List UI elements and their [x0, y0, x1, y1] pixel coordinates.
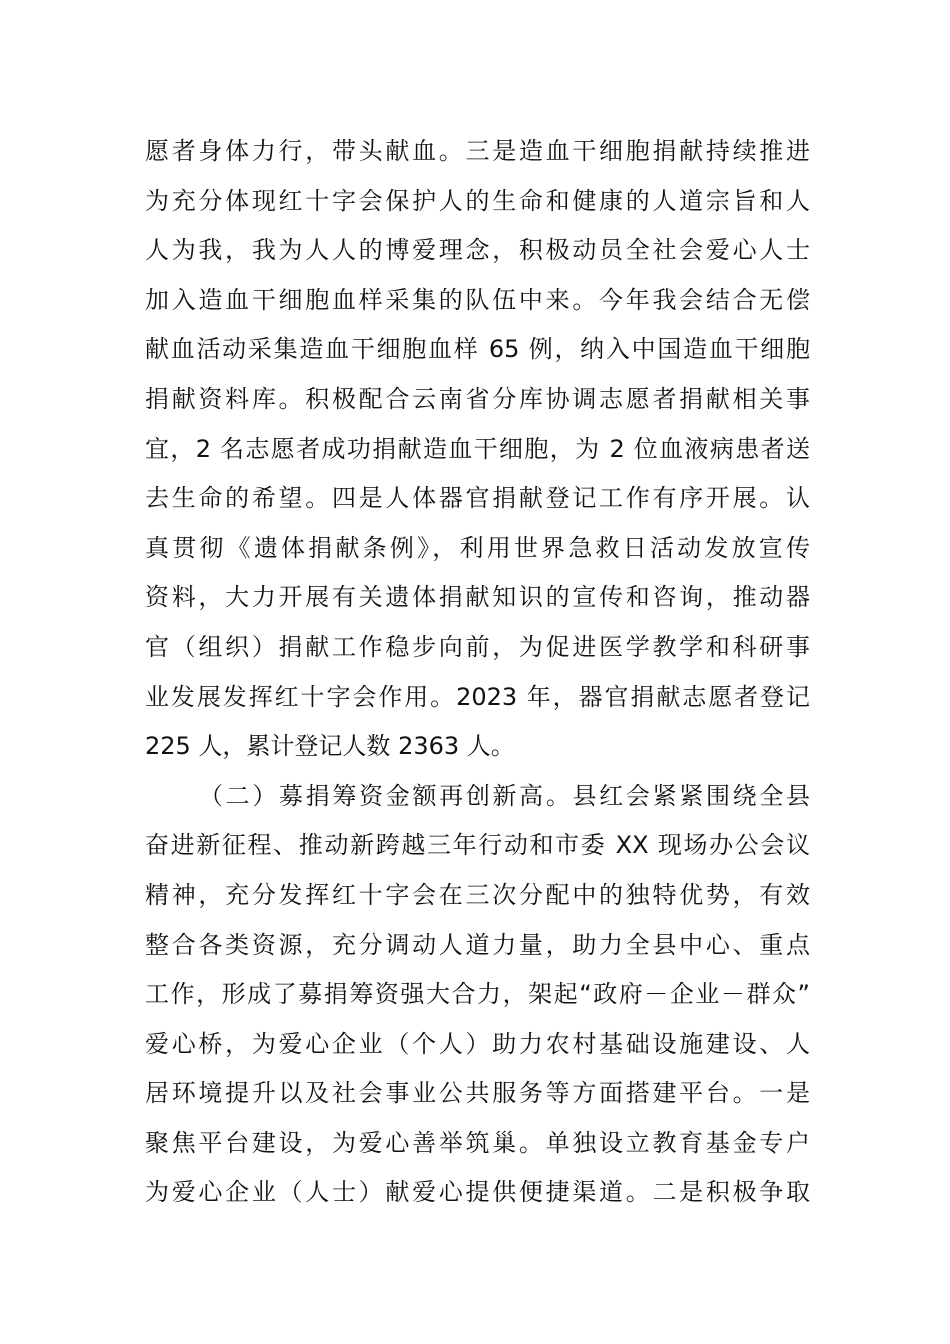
text-line: 人为我，我为人人的博爱理念，积极动员全社会爱心人士: [145, 236, 810, 265]
text-line: 225 人，累计登记人数 2363 人。: [145, 732, 515, 761]
text-line: 精神，充分发挥红十字会在三次分配中的独特优势，有效: [145, 880, 810, 909]
text-line: 愿者身体力行，带头献血。三是造血干细胞捐献持续推进: [145, 137, 810, 165]
text-line: （二）募捐筹资金额再创新高。县红会紧紧围绕全县: [199, 781, 810, 810]
text-line: 居环境提升以及社会事业公共服务等方面搭建平台。一是: [145, 1079, 810, 1108]
text-line: 奋进新征程、推动新跨越三年行动和市委 XX 现场办公会议: [145, 831, 810, 860]
text-line: 加入造血干细胞血样采集的队伍中来。今年我会结合无偿: [145, 285, 810, 314]
text-line: 为充分体现红十字会保护人的生命和健康的人道宗旨和人: [145, 186, 810, 215]
text-line: 爱心桥，为爱心企业（个人）助力农村基础设施建设、人: [145, 1029, 810, 1058]
text-line: 聚焦平台建设，为爱心善举筑巢。单独设立教育基金专户: [145, 1128, 810, 1157]
text-line: 资料，大力开展有关遗体捐献知识的宣传和咨询，推动器: [145, 583, 810, 612]
body-text: [145, 127, 810, 1218]
text-line: 业发展发挥红十字会作用。2023 年，器官捐献志愿者登记: [145, 682, 810, 711]
text-line: 为爱心企业（人士）献爱心提供便捷渠道。二是积极争取: [145, 1178, 810, 1207]
text-line: 去生命的希望。四是人体器官捐献登记工作有序开展。认: [145, 484, 810, 513]
text-line: 献血活动采集造血干细胞血样 65 例，纳入中国造血干细胞: [145, 335, 810, 364]
text-line: 官（组织）捐献工作稳步向前，为促进医学教学和科研事: [145, 632, 810, 661]
text-line: 整合各类资源，充分调动人道力量，助力全县中心、重点: [145, 930, 810, 959]
text-line: 捐献资料库。积极配合云南省分库协调志愿者捐献相关事: [145, 384, 810, 413]
text-line: 宜，2 名志愿者成功捐献造血干细胞，为 2 位血液病患者送: [145, 434, 810, 463]
text-line: 真贯彻《遗体捐献条例》，利用世界急救日活动发放宣传: [145, 533, 810, 562]
text-line: 工作，形成了募捐筹资强大合力，架起“政府－企业－群众”: [145, 980, 810, 1009]
